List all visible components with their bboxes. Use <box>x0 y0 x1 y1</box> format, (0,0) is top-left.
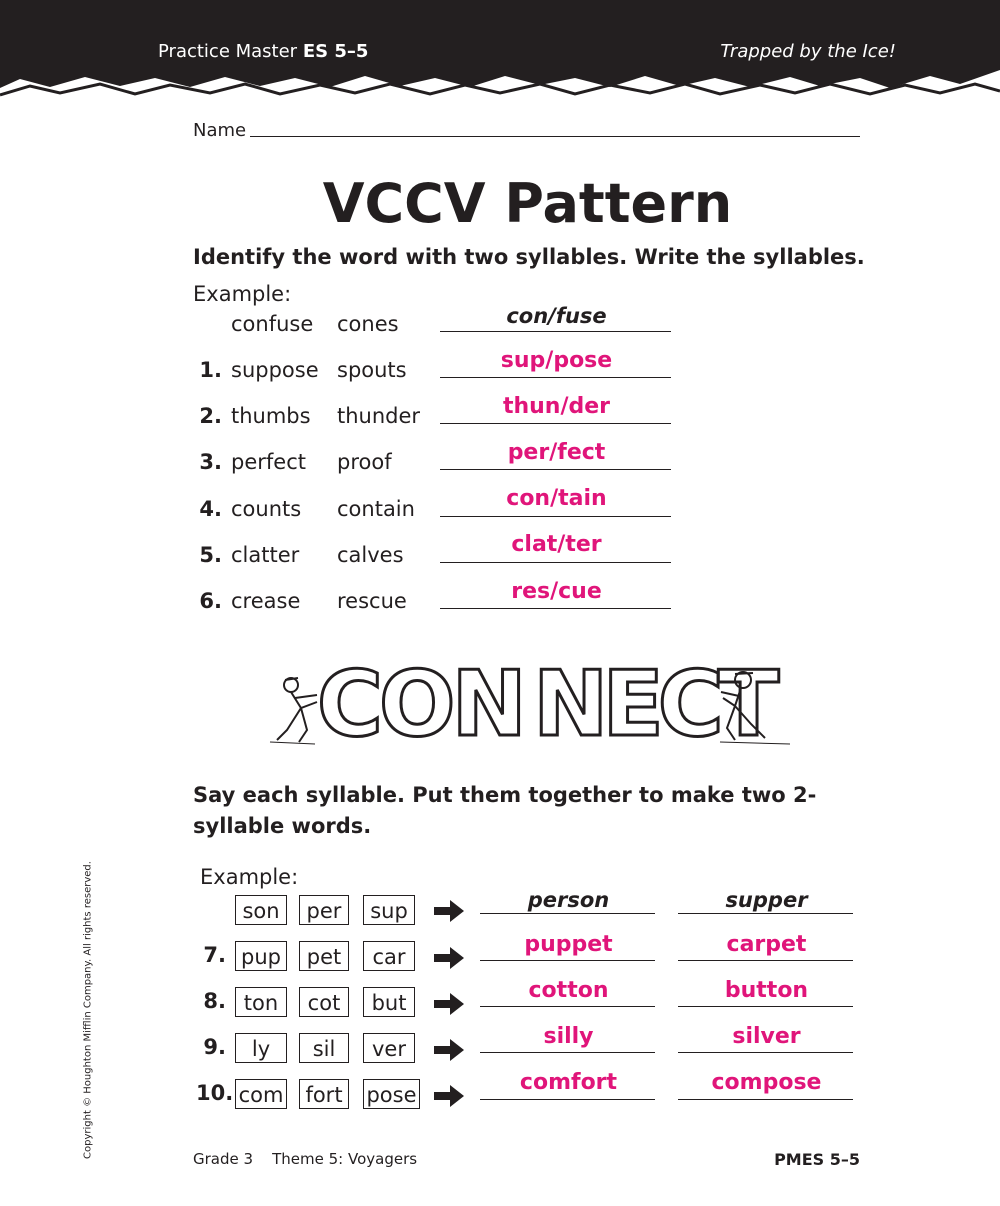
footer-grade: Grade 3 <box>193 1150 254 1168</box>
item-word2: proof <box>337 450 392 474</box>
item-number: 5. <box>199 543 222 567</box>
item-answer2[interactable]: compose <box>711 1070 822 1095</box>
syllable-box: son <box>235 895 287 925</box>
item-word1: crease <box>231 589 301 613</box>
connect-art-right: NECT <box>533 652 774 750</box>
item-number: 7. <box>203 943 226 967</box>
item-word2: spouts <box>337 358 407 382</box>
syllable-box: pose <box>363 1079 420 1109</box>
item-number: 4. <box>199 497 222 521</box>
item-answer1[interactable]: puppet <box>524 932 613 957</box>
item-answer[interactable]: clat/ter <box>511 532 602 557</box>
item-answer-line <box>440 562 671 563</box>
footer-left <box>193 1150 417 1168</box>
example-word2: cones <box>337 312 399 336</box>
name-label: Name <box>193 120 247 141</box>
footer-page-code: PMES 5–5 <box>774 1150 860 1169</box>
part2-instructions: Say each syllable. Put them together to make two 2-syllable words. <box>193 783 817 838</box>
item-answer[interactable]: thun/der <box>502 394 611 419</box>
item-number: 3. <box>199 450 222 474</box>
story-title: Trapped by the Ice! <box>720 41 896 62</box>
syllable-box: com <box>235 1079 287 1109</box>
item-answer2[interactable]: carpet <box>726 932 807 957</box>
example-answer: con/fuse <box>506 304 607 328</box>
arrow-right-icon <box>434 947 464 969</box>
syllable-box: pup <box>235 941 287 971</box>
syllable-box: sil <box>299 1033 349 1063</box>
part1-instructions: Identify the word with two syllables. Write the syllables. <box>193 245 865 269</box>
item-number: 6. <box>199 589 222 613</box>
item-number: 8. <box>203 989 226 1013</box>
item-word1: suppose <box>231 358 319 382</box>
arrow-right-icon <box>434 993 464 1015</box>
answer-line <box>480 1006 655 1007</box>
connect-illustration <box>265 640 795 754</box>
practice-master-text: Practice Master <box>158 41 298 62</box>
syllable-box: but <box>363 987 415 1017</box>
item-word2: contain <box>337 497 415 521</box>
connect-art-left: CON <box>317 652 523 750</box>
page-header <box>0 0 1000 98</box>
item-answer[interactable]: res/cue <box>511 579 602 604</box>
item-answer-line <box>440 516 671 517</box>
answer-line <box>480 1099 655 1100</box>
footer-theme: Theme 5: Voyagers <box>272 1150 418 1168</box>
item-answer1[interactable]: comfort <box>519 1070 618 1095</box>
practice-master-label <box>158 41 368 62</box>
page-title: VCCV Pattern <box>322 172 733 235</box>
syllable-box: ver <box>363 1033 415 1063</box>
syllable-box: cot <box>299 987 349 1017</box>
answer-line <box>678 1052 853 1053</box>
example-answer-line <box>440 331 671 332</box>
practice-master-code: ES 5–5 <box>302 41 369 62</box>
arrow-right-icon <box>434 1039 464 1061</box>
item-word2: calves <box>337 543 404 567</box>
arrow-right-icon <box>434 1085 464 1107</box>
item-number: 2. <box>199 404 222 428</box>
syllable-box: car <box>363 941 415 971</box>
item-word1: perfect <box>231 450 306 474</box>
syllable-box: pet <box>299 941 349 971</box>
item-word2: thunder <box>337 404 421 428</box>
name-line <box>250 136 860 137</box>
syllable-box: sup <box>363 895 415 925</box>
answer-line <box>480 960 655 961</box>
item-word1: counts <box>231 497 302 521</box>
answer-line <box>480 1052 655 1053</box>
syllable-box: fort <box>299 1079 349 1109</box>
answer-line <box>678 913 853 914</box>
item-number: 9. <box>203 1035 226 1059</box>
answer-line <box>678 1006 853 1007</box>
left-worker-figure <box>270 678 317 744</box>
example-answer2: supper <box>725 888 808 912</box>
item-answer[interactable]: sup/pose <box>500 348 613 373</box>
answer-line <box>678 1099 853 1100</box>
item-answer2[interactable]: silver <box>732 1024 801 1049</box>
item-answer-line <box>440 608 671 609</box>
syllable-box: ton <box>235 987 287 1017</box>
item-answer1[interactable]: silly <box>543 1024 594 1049</box>
item-answer[interactable]: con/tain <box>506 486 607 511</box>
answer-line <box>480 913 655 914</box>
item-answer-line <box>440 423 671 424</box>
answer-line <box>678 960 853 961</box>
item-answer-line <box>440 377 671 378</box>
syllable-box: ly <box>235 1033 287 1063</box>
item-number: 1. <box>199 358 222 382</box>
item-answer2[interactable]: button <box>724 978 809 1003</box>
arrow-right-icon <box>434 900 464 922</box>
item-number: 10. <box>196 1081 234 1105</box>
item-word1: clatter <box>231 543 300 567</box>
item-answer1[interactable]: cotton <box>528 978 609 1003</box>
example-answer1: person <box>527 888 610 912</box>
part2-example-label: Example: <box>200 865 299 889</box>
item-answer-line <box>440 469 671 470</box>
item-answer[interactable]: per/fect <box>507 440 606 465</box>
syllable-box: per <box>299 895 349 925</box>
example-word1: confuse <box>231 312 314 336</box>
copyright-notice: Copyright © Houghton Mifflin Company. All rights reserved. <box>82 861 94 1159</box>
part1-example-label: Example: <box>193 282 292 306</box>
item-word1: thumbs <box>231 404 311 428</box>
item-word2: rescue <box>337 589 407 613</box>
